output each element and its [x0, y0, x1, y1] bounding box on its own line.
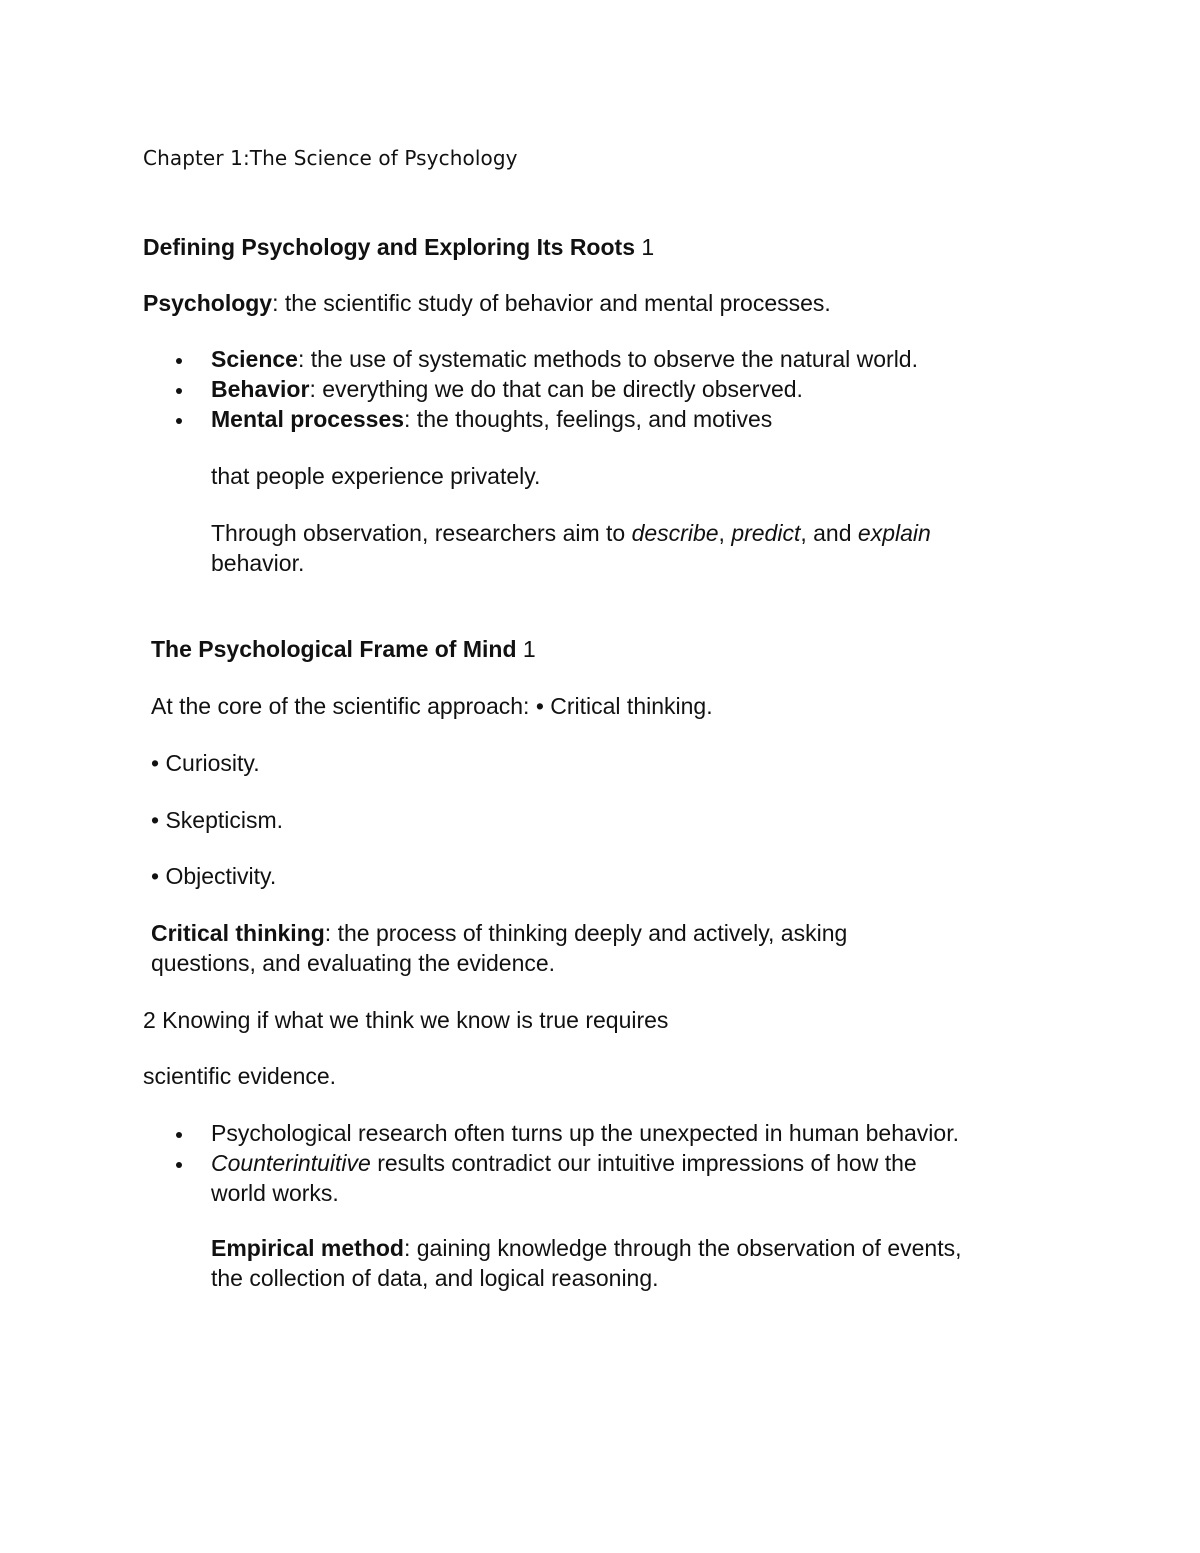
bullet-dot-icon [176, 358, 182, 364]
chapter-title: Chapter 1:The Science of Psychology [143, 146, 518, 170]
section-heading-text: Defining Psychology and Exploring Its Roots [143, 234, 635, 260]
list-item-term: Mental processes [211, 406, 405, 432]
observation-sep-2: , and [800, 520, 858, 546]
knowing-text: 2 Knowing if what we think we know is true requires [143, 1007, 669, 1033]
definition-term: Psychology [143, 290, 273, 316]
item-skepticism: • Skepticism. [151, 807, 284, 833]
observation-prefix: Through observation, researchers aim to [211, 520, 632, 546]
definition-term: Empirical method [211, 1235, 404, 1261]
section-heading-number: 1 [516, 636, 536, 662]
definition-text: : gaining knowledge through the observation of events, [403, 1235, 962, 1261]
observation-line-2: behavior. [211, 550, 305, 576]
bullet-dot-icon [176, 388, 182, 394]
list-item-science [211, 344, 918, 374]
list-item-mental-processes [211, 404, 772, 434]
list-item-counterintuitive-line-2: world works. [211, 1180, 339, 1206]
list-item-term: Science [211, 346, 298, 372]
definition-text: : the scientific study of behavior and mental processes. [272, 290, 831, 316]
list-item-term: Counterintuitive [211, 1150, 371, 1176]
observation-line-1 [211, 518, 931, 548]
list-item-text: results contradict our intuitive impressions of how the [370, 1150, 917, 1176]
definition-term: Critical thinking [151, 920, 325, 946]
list-item-text: : the thoughts, feelings, and motives [404, 406, 773, 432]
observation-describe: describe [631, 520, 719, 546]
item-curiosity: • Curiosity. [151, 750, 260, 776]
core-approach-text: At the core of the scientific approach: • Critical thinking. [151, 693, 713, 719]
section-heading-number: 1 [634, 234, 655, 260]
psychology-definition [143, 288, 831, 318]
section-heading-text: The Psychological Frame of Mind [151, 636, 517, 662]
bullet-dot-icon [176, 1132, 182, 1138]
critical-thinking-definition [151, 918, 847, 948]
bullet-dot-icon [176, 418, 182, 424]
list-item-text: : everything we do that can be directly observed. [309, 376, 803, 402]
list-item-behavior [211, 374, 803, 404]
empirical-method-line-2: the collection of data, and logical reasoning. [211, 1265, 659, 1291]
definition-text: : the process of thinking deeply and actively, asking [324, 920, 848, 946]
list-item-counterintuitive [211, 1148, 917, 1178]
continuation-text: that people experience privately. [211, 463, 541, 489]
section-heading-defining-psychology [143, 232, 654, 262]
observation-sep-1: , [718, 520, 732, 546]
list-item-research: Psychological research often turns up the unexpected in human behavior. [211, 1120, 959, 1146]
list-item-text: : the use of systematic methods to observe the natural world. [297, 346, 918, 372]
critical-thinking-line-2: questions, and evaluating the evidence. [151, 950, 556, 976]
list-item-term: Behavior [211, 376, 310, 402]
observation-explain: explain [857, 520, 931, 546]
scientific-evidence-text: scientific evidence. [143, 1063, 337, 1089]
observation-predict: predict [731, 520, 801, 546]
bullet-dot-icon [176, 1162, 182, 1168]
section-heading-frame-of-mind [151, 634, 536, 664]
empirical-method-definition [211, 1233, 961, 1263]
item-objectivity: • Objectivity. [151, 863, 277, 889]
